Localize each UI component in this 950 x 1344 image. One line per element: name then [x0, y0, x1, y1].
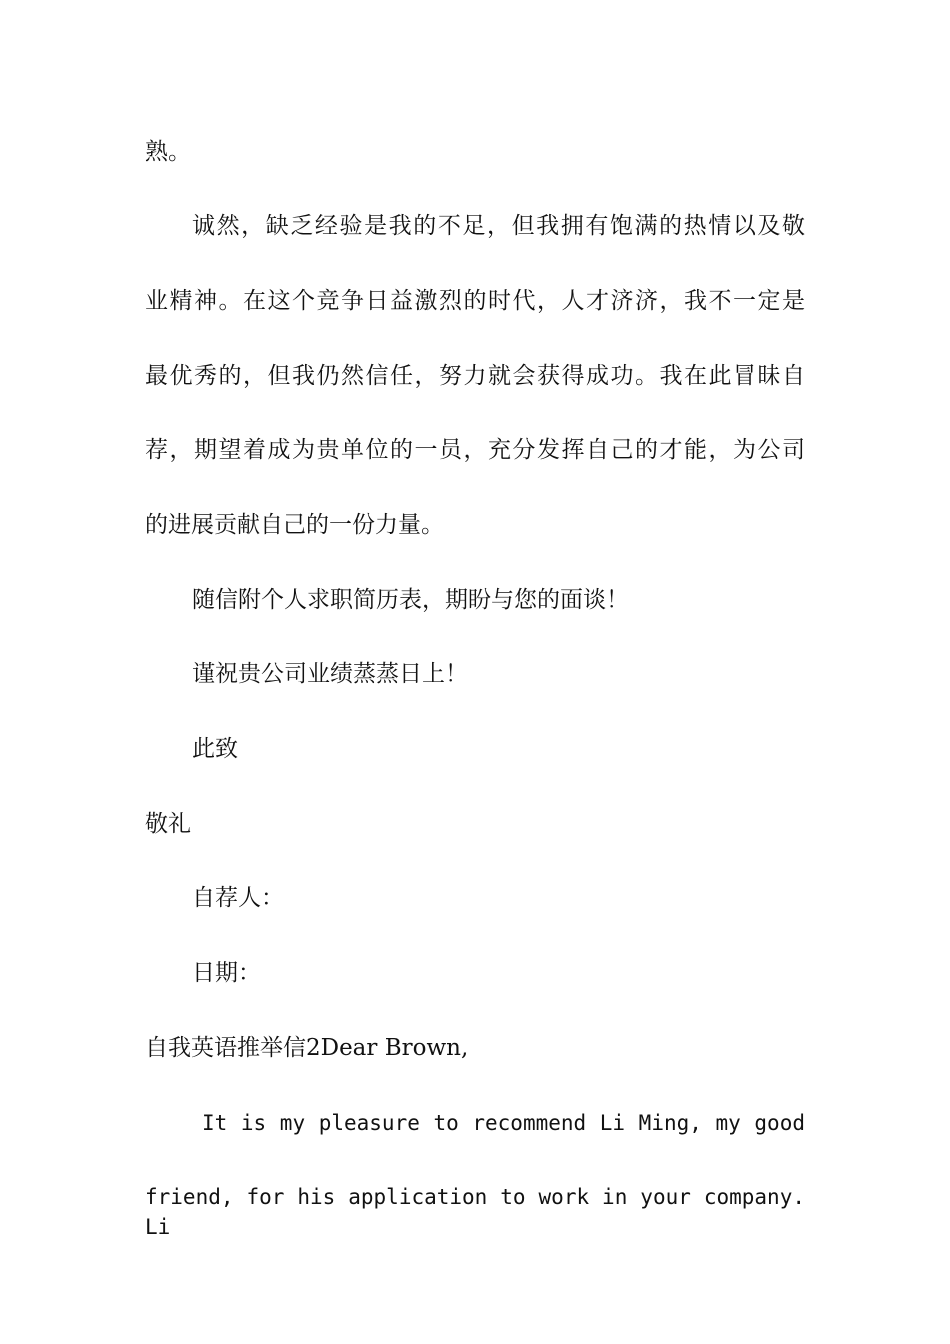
- text-line-5: 荐，期望着成为贵单位的一员，充分发挥自己的才能，为公司: [145, 437, 805, 463]
- date-line: 日期：: [192, 960, 261, 986]
- salutation-line: 此致: [192, 736, 238, 762]
- text-line-4: 最优秀的，但我仍然信任，努力就会获得成功。我在此冒昧自: [145, 363, 805, 389]
- text-line-2: 诚然，缺乏经验是我的不足，但我拥有饱满的热情以及敬: [192, 213, 805, 239]
- text-line-7: 随信附个人求职简历表，期盼与您的面谈！: [192, 587, 629, 613]
- text-line-3: 业精神。在这个竞争日益激烈的时代，人才济济，我不一定是: [145, 288, 805, 314]
- text-line-6: 的进展贡献自己的一份力量。: [145, 512, 444, 538]
- closing-line: 敬礼: [145, 811, 191, 837]
- text-line-8: 谨祝贵公司业绩蒸蒸日上！: [192, 661, 468, 687]
- text-line-14: It is my pleasure to recommend Li Ming, my good: [202, 1111, 805, 1135]
- text-line-1: 熟。: [145, 139, 191, 165]
- section-heading: 自我英语推举信2Dear Brown,: [145, 1035, 469, 1061]
- signature-line: 自荐人：: [192, 885, 284, 911]
- text-line-15: friend, for his application to work in your company. Li: [145, 1185, 805, 1239]
